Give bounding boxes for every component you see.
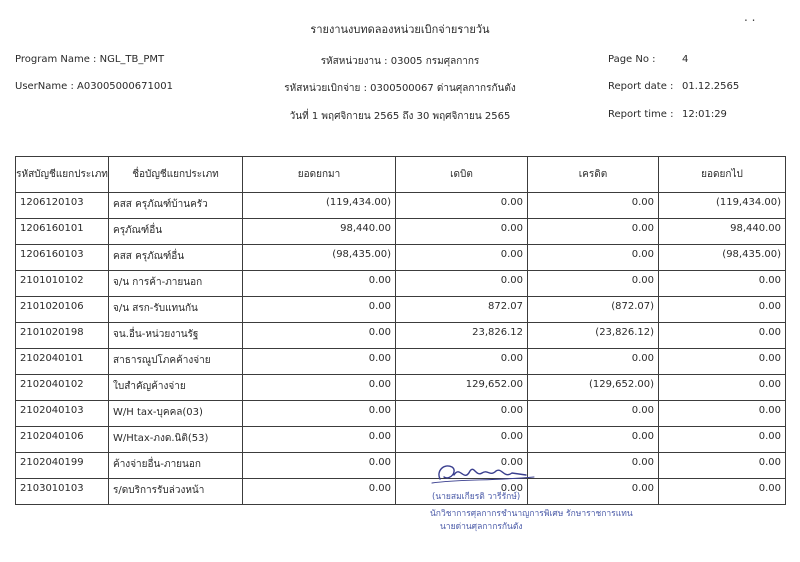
cell-credit: 0.00: [528, 427, 659, 453]
cell-credit: 0.00: [528, 245, 659, 271]
signer-name: (นายสมเกียรติ วารีรักษ์): [432, 492, 521, 502]
cell-opening-balance: 0.00: [243, 297, 396, 323]
cell-debit: 0.00: [396, 349, 528, 375]
table-row: [16, 219, 786, 245]
cell-opening-balance: 0.00: [243, 375, 396, 401]
table-header-row: [16, 157, 786, 193]
header-opening-balance: ยอดยกมา: [243, 157, 396, 193]
cell-account-name: ค้างจ่ายอื่น-ภายนอก: [109, 453, 243, 479]
table-row: [16, 453, 786, 479]
cell-closing-balance: 0.00: [659, 453, 786, 479]
cell-account-name: W/H tax-บุคคล(03): [109, 401, 243, 427]
signer-office: นายด่านศุลกากรกันตัง: [440, 522, 523, 532]
trial-balance-table: [15, 156, 786, 505]
cell-credit: (129,652.00): [528, 375, 659, 401]
header-debit: เดบิต: [396, 157, 528, 193]
cell-account-code: 2102040101: [16, 349, 109, 375]
cell-opening-balance: 0.00: [243, 479, 396, 505]
cell-debit: 0.00: [396, 427, 528, 453]
cell-closing-balance: 0.00: [659, 479, 786, 505]
cell-account-name: สาธารณูปโภคค้างจ่าย: [109, 349, 243, 375]
cell-credit: (23,826.12): [528, 323, 659, 349]
cell-debit: 0.00: [396, 271, 528, 297]
cell-debit: 0.00: [396, 479, 528, 505]
cell-account-code: 2101020106: [16, 297, 109, 323]
cell-credit: 0.00: [528, 401, 659, 427]
header-account-name: ชื่อบัญชีแยกประเภท: [109, 157, 243, 193]
cell-account-name: จ/น สรก-รับแทนกัน: [109, 297, 243, 323]
header-closing-balance: ยอดยกไป: [659, 157, 786, 193]
cell-account-code: 2101020198: [16, 323, 109, 349]
report-time-label: Report time :: [608, 109, 674, 120]
cell-debit: 0.00: [396, 193, 528, 219]
cell-account-name: คสส ครุภัณฑ์อื่น: [109, 245, 243, 271]
program-name: Program Name : NGL_TB_PMT: [15, 54, 165, 65]
cell-credit: 0.00: [528, 349, 659, 375]
cell-opening-balance: 0.00: [243, 271, 396, 297]
cell-account-name: W/Htax-ภงด.นิติ(53): [109, 427, 243, 453]
cell-debit: 129,652.00: [396, 375, 528, 401]
corner-marks: . .: [744, 10, 756, 24]
cell-opening-balance: (98,435.00): [243, 245, 396, 271]
cell-account-code: 2102040103: [16, 401, 109, 427]
report-period: วันที่ 1 พฤศจิกายน 2565 ถึง 30 พฤศจิกายน 2565: [289, 111, 511, 122]
cell-account-name: จน.อื่น-หน่วยงานรัฐ: [109, 323, 243, 349]
table-row: [16, 349, 786, 375]
table-body: [16, 193, 786, 505]
cell-opening-balance: 0.00: [243, 427, 396, 453]
table-row: [16, 479, 786, 505]
report-time-value: 12:01:29: [682, 109, 727, 120]
page-label: Page No :: [608, 54, 656, 65]
cell-debit: 23,826.12: [396, 323, 528, 349]
table-row: [16, 401, 786, 427]
cell-debit: 0.00: [396, 219, 528, 245]
agency: รหัสหน่วยงาน : 03005 กรมศุลกากร: [320, 56, 480, 67]
table-row: [16, 245, 786, 271]
cell-opening-balance: 0.00: [243, 323, 396, 349]
report-date-label: Report date :: [608, 81, 674, 92]
table-row: [16, 427, 786, 453]
signer-position: นักวิชาการศุลกากรชำนาญการพิเศษ รักษาราชการแทน: [430, 509, 633, 519]
cell-credit: (872.07): [528, 297, 659, 323]
cell-account-name: ครุภัณฑ์อื่น: [109, 219, 243, 245]
cell-credit: 0.00: [528, 271, 659, 297]
header-account-code: รหัสบัญชีแยกประเภท: [16, 157, 109, 193]
cell-opening-balance: 0.00: [243, 453, 396, 479]
cell-closing-balance: 0.00: [659, 427, 786, 453]
cell-account-code: 2102040199: [16, 453, 109, 479]
cell-account-code: 2102040102: [16, 375, 109, 401]
disbursing-unit: รหัสหน่วยเบิกจ่าย : 0300500067 ด่านศุลกากรกันตัง: [284, 83, 516, 94]
cell-closing-balance: 0.00: [659, 401, 786, 427]
cell-account-code: 1206160101: [16, 219, 109, 245]
cell-closing-balance: (119,434.00): [659, 193, 786, 219]
cell-account-name: จ/น การค้า-ภายนอก: [109, 271, 243, 297]
cell-account-name: ใบสำคัญค้างจ่าย: [109, 375, 243, 401]
cell-closing-balance: 0.00: [659, 349, 786, 375]
cell-closing-balance: 98,440.00: [659, 219, 786, 245]
report-date-value: 01.12.2565: [682, 81, 740, 92]
cell-opening-balance: 0.00: [243, 349, 396, 375]
report-title: รายงานงบทดลองหน่วยเบิกจ่ายรายวัน: [310, 23, 490, 36]
cell-account-code: 2101010102: [16, 271, 109, 297]
table-row: [16, 193, 786, 219]
cell-closing-balance: 0.00: [659, 297, 786, 323]
header-credit: เครดิต: [528, 157, 659, 193]
cell-closing-balance: (98,435.00): [659, 245, 786, 271]
cell-credit: 0.00: [528, 219, 659, 245]
cell-debit: 0.00: [396, 245, 528, 271]
table-row: [16, 375, 786, 401]
table-row: [16, 271, 786, 297]
table-row: [16, 297, 786, 323]
cell-debit: 872.07: [396, 297, 528, 323]
cell-account-code: 2103010103: [16, 479, 109, 505]
table-row: [16, 323, 786, 349]
cell-account-name: คสส ครุภัณฑ์บ้านครัว: [109, 193, 243, 219]
cell-account-code: 2102040106: [16, 427, 109, 453]
cell-account-code: 1206160103: [16, 245, 109, 271]
cell-closing-balance: 0.00: [659, 323, 786, 349]
cell-closing-balance: 0.00: [659, 375, 786, 401]
cell-account-name: ร/ดบริการรับล่วงหน้า: [109, 479, 243, 505]
cell-credit: 0.00: [528, 479, 659, 505]
cell-account-code: 1206120103: [16, 193, 109, 219]
cell-credit: 0.00: [528, 453, 659, 479]
cell-debit: 0.00: [396, 453, 528, 479]
page-value: 4: [682, 54, 689, 65]
cell-debit: 0.00: [396, 401, 528, 427]
signature: [430, 457, 550, 487]
cell-opening-balance: 0.00: [243, 401, 396, 427]
cell-opening-balance: (119,434.00): [243, 193, 396, 219]
cell-credit: 0.00: [528, 193, 659, 219]
cell-closing-balance: 0.00: [659, 271, 786, 297]
cell-opening-balance: 98,440.00: [243, 219, 396, 245]
username: UserName : A03005000671001: [15, 81, 173, 92]
